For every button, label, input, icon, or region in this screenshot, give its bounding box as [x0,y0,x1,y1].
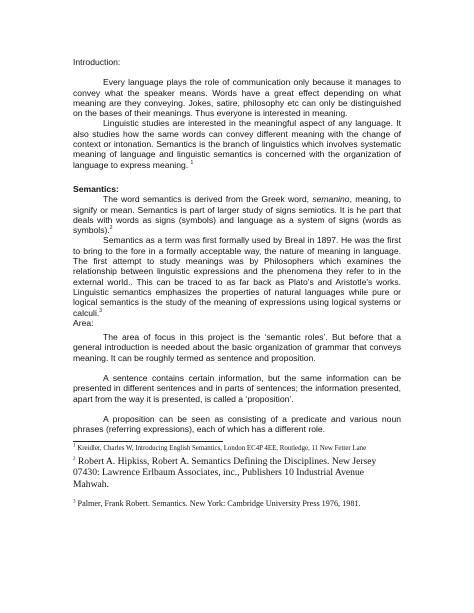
area-paragraph-3-text: A proposition can be seen as consisting of a predicate and various noun phrases (referring expressions), each of which has a different role. [73,413,401,435]
footnote-1-mark: 1 [73,443,76,449]
intro-heading: Introduction: [73,57,121,67]
document-body [73,57,401,509]
footnote-1-text: Kreidler, Charles W, Introducing English Semantics, London EC4P 4EE, Routledge, 11 New Fetter Lane [75,444,367,452]
area-paragraph-3 [73,414,401,435]
semantics-heading: Semantics: [73,183,119,194]
footnote-2-text: Robert A. Hipkiss, Robert A. Semantics Defining the Disciplines. New Jersey 07430: Lawrence Erlbaum Associates, inc., Publishers 10 Industrial Avenue Mahwah. [73,455,377,490]
footnote-2 [73,456,401,491]
intro-paragraph-2 [73,118,401,169]
semantics-paragraph-1-text-b: , meaning, to signify or mean. Semantics is part of larger study of signs semiotics. It is he part that deals with words as signs (symbols) and language as a system of signs (words as symbols). [73,194,401,236]
semantics-paragraph-1-term: semanino [312,194,350,205]
area-paragraph-1-text: The area of focus in this project is the ‘semantic roles’. But before that a general introduction is needed about the basic organization of grammar that conveys meaning. It can be roughly termed as sentence and proposition. [73,332,401,363]
footnote-3-mark: 3 [73,499,76,505]
area-paragraph-2 [73,373,401,404]
footnote-ref-3: 3 [99,307,103,314]
footnote-ref-2: 2 [109,225,113,232]
footnote-3-text: Palmer, Frank Robert. Semantics. New York: Cambridge University Press 1976, 1981. [75,499,361,508]
area-paragraph-1 [73,332,401,363]
semantics-paragraph-1 [73,194,401,235]
footnote-divider [73,441,223,442]
area-paragraph-2-text: A sentence contains certain information, but the same information can be presented in different sentences and in parts of sentences; the information presented, apart from the way it is presented, is called a ‘proposition’. [73,373,401,404]
footnote-3 [73,499,401,509]
intro-paragraph-2-text: Linguistic studies are interested in the meaningful aspect of any language. It also studies how the same words can convey different meaning with the change of context or intonation. Semantics is the branch of linguistics which involves systematic meaning of language and linguistic semantics is concerned with the organization of language to express meaning. [73,118,401,170]
semantics-paragraph-2-text: Semantics as a term was first formally used by Breal in 1897. He was the first to bring to the fore in a formally acceptable way, the nature of meaning in language. The first attempt to study meanings was by Philosophers which examines the relationship between linguistic expressions and the phenomena they refer to in the external world.. This can be traced to as far back as Plato's and Aristotle's works. Linguistic semantics emphasizes the properties of natural languages while pure or logical semantics is the study of the meaning of expressions using logical systems or calculi. [73,235,401,318]
area-label: Area: [73,317,94,328]
intro-paragraph-1-text: Every language plays the role of communication only because it manages to convey what the speaker means. Words have a great effect depending on what meaning are they conveying. Jokes, satire, philosophy etc can only be distinguished on the bases of their meanings. Thus everyone is interested in meaning. [73,77,401,119]
footnote-2-mark: 2 [73,456,76,462]
footnote-1 [73,445,401,453]
semantics-paragraph-2 [73,235,401,317]
semantics-paragraph-1-text-a: The word semantics is derived from the Greek word, [103,194,313,205]
footnote-ref-1: 1 [190,159,194,166]
intro-paragraph-1 [73,77,401,118]
